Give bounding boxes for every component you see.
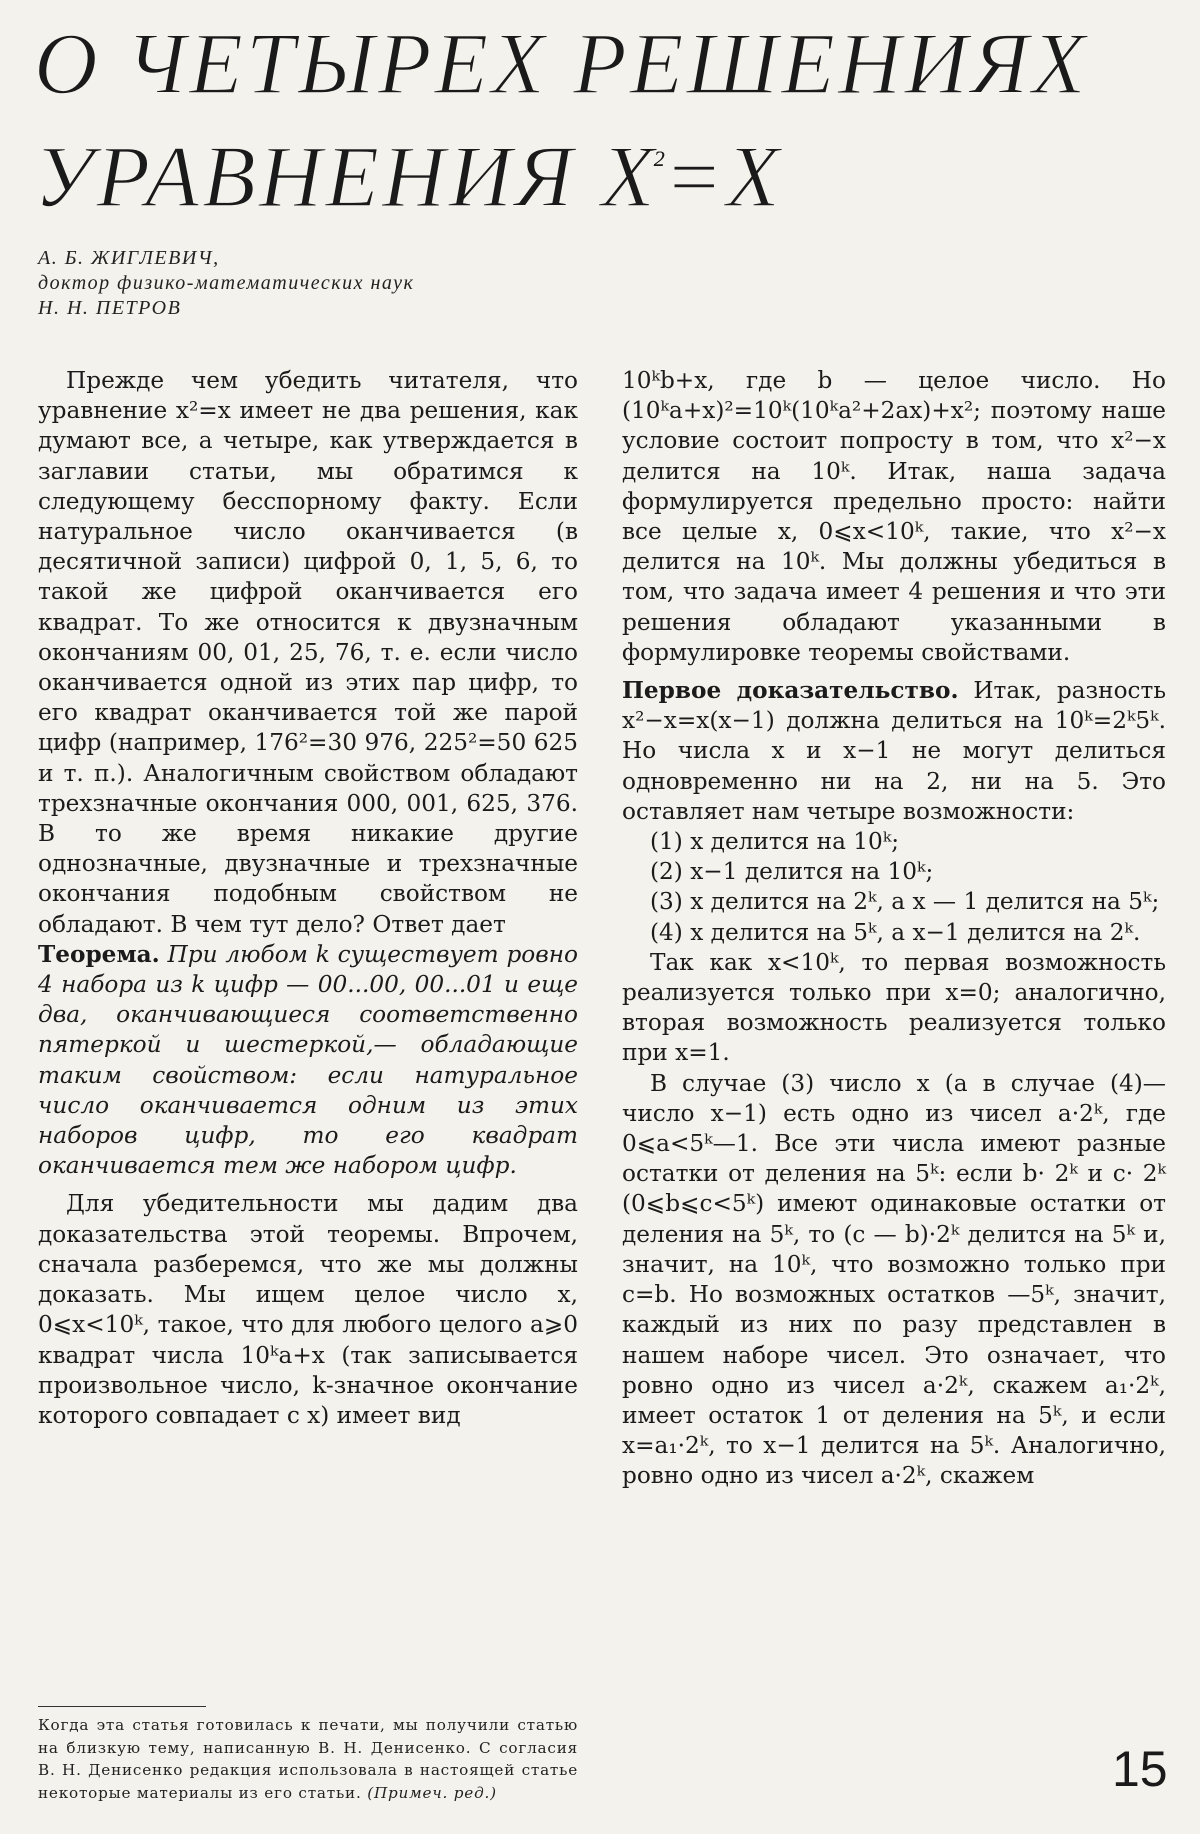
title-superscript: 2	[653, 146, 668, 171]
author-2: Н. Н. ПЕТРОВ	[38, 297, 182, 319]
author-1-degree: доктор физико-математических наук	[38, 272, 415, 294]
residue-argument-paragraph: В случае (3) число x (а в случае (4)— число x−1) есть одно из чисел a·2ᵏ, где 0⩽a<5ᵏ—1. Все эти числа имеют разные остатки от деления на 5ᵏ: если b· 2ᵏ и c· 2ᵏ (0⩽b⩽c<5ᵏ) имеют одинаковые остатки от деления на 5ᵏ, то (c — b)·2ᵏ делится на 5ᵏ и, значит, на 10ᵏ, что возможно только при c=b. Но возможных остатков —5ᵏ, значит, каждый из них по разу представлен в нашем наборе чисел. Это означает, что ровно одно из чисел a·2ᵏ, скажем a₁·2ᵏ, имеет остаток 1 от деления на 5ᵏ, и если x=a₁·2ᵏ, то x−1 делится на 5ᵏ. Аналогично, ровно одно из чисел a·2ᵏ, скажем	[622, 1069, 1166, 1490]
proof-setup-paragraph: Для убедительности мы дадим два доказательства этой теоремы. Впрочем, сначала разберемся, что же мы должны доказать. Мы ищем целое число x, 0⩽x<10ᵏ, такое, что для любого целого a⩾0 квадрат числа 10ᵏa+x (так записывается произвольное число, k-значное окончание которого совпадает с x) имеет вид	[38, 1190, 578, 1429]
author-1: А. Б. ЖИГЛЕВИЧ,	[38, 247, 220, 269]
footnote-divider	[38, 1706, 206, 1707]
cases-list	[622, 827, 1166, 948]
theorem-paragraph	[38, 940, 578, 1182]
left-column	[38, 366, 578, 1431]
case-3: (3) x делится на 2ᵏ, а x — 1 делится на 5ᵏ;	[650, 888, 1160, 916]
right-column	[622, 366, 1166, 1492]
first-proof-label: Первое доказательство.	[622, 677, 959, 705]
theorem-text: При любом k существует ровно 4 набора из k цифр — 00...00, 00...01 и еще два, оканчивающиеся соответственно пятеркой и шестеркой,— обладающие таким свойством: если натуральное число оканчивается одним из этих наборов цифр, то его квадрат оканчивается тем же набором цифр.	[38, 940, 578, 1180]
page-number: 15	[1112, 1741, 1168, 1797]
footnote	[38, 1714, 578, 1804]
case-2: (2) x−1 делится на 10ᵏ;	[650, 858, 934, 886]
first-proof-text: Итак, разность x²−x=x(x−1) должна делиться на 10ᵏ=2ᵏ5ᵏ. Но числа x и x−1 не могут делиться одновременно ни на 2, ни на 5. Это оставляет нам четыре возможности:	[622, 677, 1166, 825]
title-line-2-start: УРАВНЕНИЯ X	[34, 129, 658, 226]
authors-block	[38, 246, 414, 321]
intro-paragraph: Прежде чем убедить читателя, что уравнение x²=x имеет не два решения, как думают все, а четыре, как утверждается в заглавии статьи, мы обратимся к следующему бесспорному факту. Если натуральное число оканчивается (в десятичной записи) цифрой 0, 1, 5, 6, то такой же цифрой оканчивается его квадрат. То же относится к двузначным окончаниям 00, 01, 25, 76, т. е. если число оканчивается одной из этих пар цифр, то его квадрат оканчивается той же парой цифр (например, 176²=30 976, 225²=50 625 и т. п.). Аналогичным свойством обладают трехзначные окончания 000, 001, 625, 376. В то же время никакие другие однозначные, двузначные и трехзначные окончания подобным свойством не обладают. В чем тут дело? Ответ дает	[38, 367, 578, 938]
footnote-editor-tag: (Примеч. ред.)	[367, 1783, 497, 1802]
trivial-cases-paragraph: Так как x<10ᵏ, то первая возможность реализуется только при x=0; аналогично, вторая возможность реализуется только при x=1.	[622, 948, 1166, 1067]
case-4: (4) x делится на 5ᵏ, а x−1 делится на 2ᵏ.	[650, 918, 1141, 946]
article-title	[34, 16, 1089, 226]
condition-paragraph: 10ᵏb+x, где b — целое число. Но (10ᵏa+x)²=10ᵏ(10ᵏa²+2ax)+x²; поэтому наше условие состоит попросту в том, что x²−x делится на 10ᵏ. Итак, наша задача формулируется предельно просто: найти все целые x, 0⩽x<10ᵏ, такие, что x²−x делится на 10ᵏ. Мы должны убедиться в том, что задача имеет 4 решения и что эти решения обладают указанными в формулировке теоремы свойствами.	[622, 367, 1166, 666]
footnote-text: Когда эта статья готовилась к печати, мы получили статью на близкую тему, написанную В. Н. Денисенко. С согласия В. Н. Денисенко редакция использовала в настоящей статье некоторые материалы из его статьи.	[38, 1716, 578, 1802]
title-line-2-end: =X	[663, 129, 783, 226]
case-1: (1) x делится на 10ᵏ;	[650, 828, 900, 856]
theorem-label: Теорема.	[38, 940, 160, 968]
title-line-2	[34, 112, 1034, 225]
first-proof-paragraph	[622, 676, 1166, 827]
title-line-1: О ЧЕТЫРЕХ РЕШЕНИЯХ	[34, 16, 1089, 113]
